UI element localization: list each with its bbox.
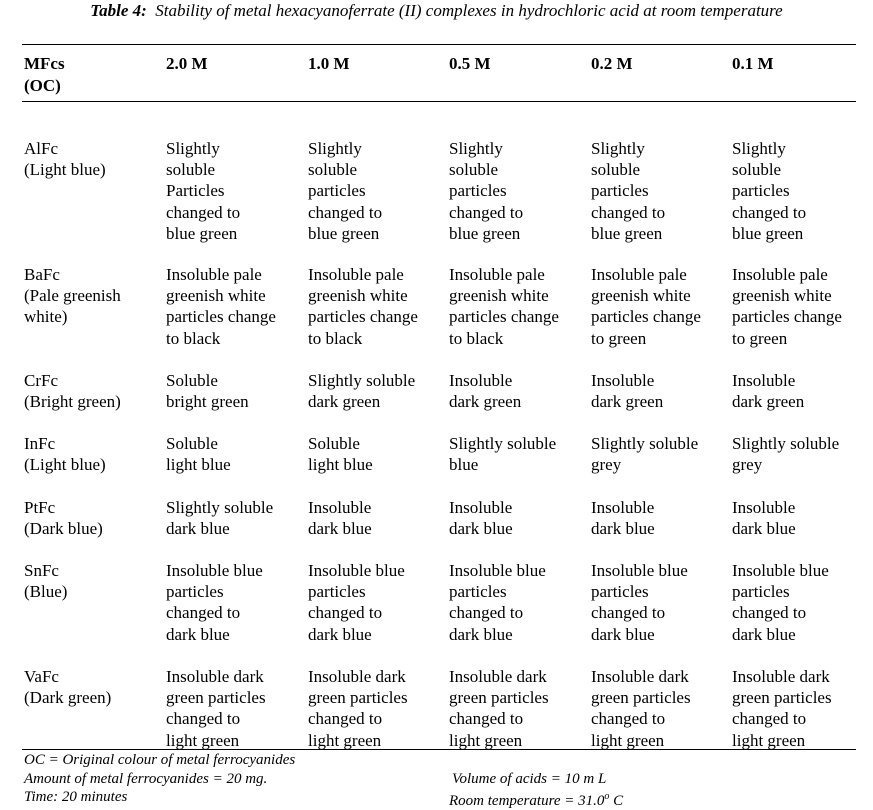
table-cell: Soluble light blue bbox=[308, 434, 373, 475]
table-cell: Slightly soluble dark green bbox=[308, 371, 416, 412]
table-cell: Slightly soluble particles changed to blue green bbox=[308, 139, 383, 243]
table-cell: Slightly soluble particles changed to blue green bbox=[449, 139, 524, 243]
table-cell: Insoluble dark blue bbox=[449, 498, 513, 539]
table-cell: Insoluble dark green particles changed to light green bbox=[308, 667, 408, 750]
table-top-rule bbox=[22, 44, 856, 45]
column-header-0-5m: 0.5 M bbox=[449, 54, 491, 73]
table-cell: Slightly soluble particles changed to blue green bbox=[591, 139, 666, 243]
table-caption-text: Stability of metal hexacyanoferrate (II) complexes in hydrochloric acid at room temperature bbox=[155, 1, 783, 20]
footnote-time: Time: 20 minutes bbox=[24, 789, 128, 805]
column-header-mfcs: MFcs (OC) bbox=[24, 54, 65, 95]
room-temp-unit: C bbox=[609, 793, 624, 809]
column-header-0-1m: 0.1 M bbox=[732, 54, 774, 73]
row-label: CrFc (Bright green) bbox=[24, 371, 121, 412]
table-cell: Insoluble blue particles changed to dark blue bbox=[449, 561, 546, 644]
table-cell: Insoluble dark green particles changed to light green bbox=[449, 667, 549, 750]
table-cell: Slightly soluble grey bbox=[732, 434, 840, 475]
table-cell: Insoluble dark blue bbox=[732, 498, 796, 539]
table-cell: Insoluble pale greenish white particles change to green bbox=[732, 265, 842, 348]
table-cell: Insoluble pale greenish white particles change to black bbox=[449, 265, 559, 348]
table-cell: Insoluble blue particles changed to dark blue bbox=[591, 561, 688, 644]
table-cell: Insoluble blue particles changed to dark blue bbox=[732, 561, 829, 644]
table-cell: Slightly soluble grey bbox=[591, 434, 699, 475]
table-cell: Insoluble dark green particles changed to light green bbox=[732, 667, 832, 750]
table-cell: Insoluble blue particles changed to dark blue bbox=[166, 561, 263, 644]
column-header-0-2m: 0.2 M bbox=[591, 54, 633, 73]
table-cell: Insoluble dark green bbox=[449, 371, 522, 412]
table-cell: Insoluble pale greenish white particles change to green bbox=[591, 265, 701, 348]
table-cell: Slightly soluble blue bbox=[449, 434, 557, 475]
column-header-2m: 2.0 M bbox=[166, 54, 208, 73]
table-cell: Slightly soluble Particles changed to blue green bbox=[166, 139, 241, 243]
column-header-1m: 1.0 M bbox=[308, 54, 350, 73]
table-cell: Slightly soluble dark blue bbox=[166, 498, 274, 539]
table-cell: Soluble light blue bbox=[166, 434, 231, 475]
table-header-rule bbox=[22, 101, 856, 102]
row-label: SnFc (Blue) bbox=[24, 561, 68, 602]
table-cell: Slightly soluble particles changed to blue green bbox=[732, 139, 807, 243]
footnote-oc: OC = Original colour of metal ferrocyanides bbox=[24, 752, 296, 768]
table-caption-label: Table 4: bbox=[90, 1, 147, 20]
row-label: InFc (Light blue) bbox=[24, 434, 106, 475]
footnote-volume: Volume of acids = 10 m L bbox=[452, 771, 607, 787]
row-label: AlFc (Light blue) bbox=[24, 139, 106, 180]
table-cell: Insoluble dark green particles changed to light green bbox=[591, 667, 691, 750]
row-label: PtFc (Dark blue) bbox=[24, 498, 103, 539]
table-cell: Insoluble dark green particles changed to light green bbox=[166, 667, 266, 750]
table-cell: Insoluble pale greenish white particles change to black bbox=[308, 265, 418, 348]
footnote-room-temperature bbox=[449, 788, 623, 810]
table-cell: Insoluble blue particles changed to dark blue bbox=[308, 561, 405, 644]
table-caption bbox=[0, 0, 873, 26]
table-cell: Insoluble dark blue bbox=[308, 498, 372, 539]
footnote-amount: Amount of metal ferrocyanides = 20 mg. bbox=[24, 771, 268, 787]
room-temp-prefix: Room temperature = 31.0 bbox=[449, 793, 605, 809]
table-cell: Insoluble dark green bbox=[732, 371, 805, 412]
table-cell: Insoluble dark green bbox=[591, 371, 664, 412]
row-label: VaFc (Dark green) bbox=[24, 667, 112, 708]
table-cell: Soluble bright green bbox=[166, 371, 249, 412]
row-label: BaFc (Pale greenish white) bbox=[24, 265, 121, 327]
table-cell: Insoluble dark blue bbox=[591, 498, 655, 539]
room-temp-degree: o bbox=[604, 791, 610, 802]
table-bottom-rule bbox=[22, 749, 856, 750]
table-cell: Insoluble pale greenish white particles change to black bbox=[166, 265, 276, 348]
